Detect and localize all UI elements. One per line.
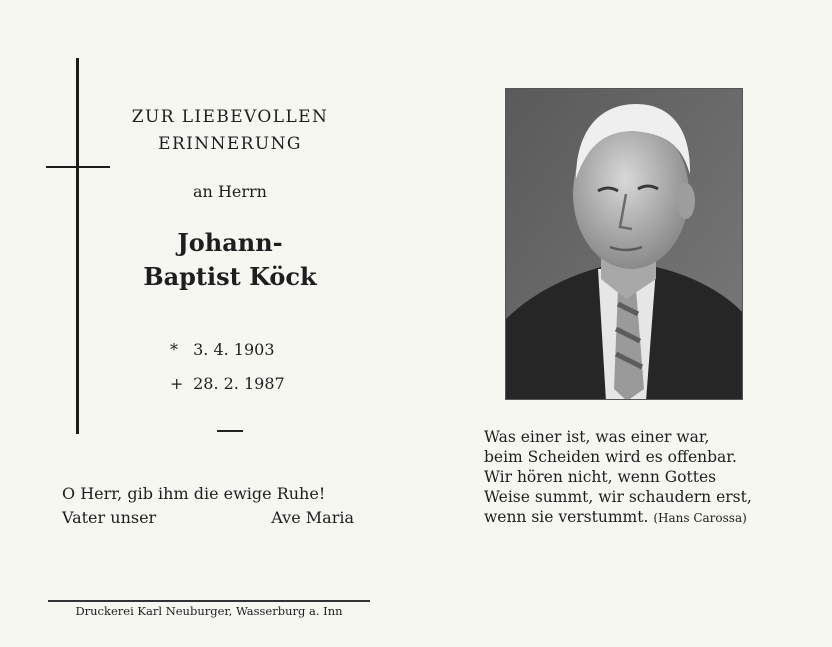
poem-author: (Hans Carossa)	[653, 511, 747, 525]
prayer-block	[62, 482, 354, 530]
poem-line-4: Weise summt, wir schaudern erst,	[484, 488, 752, 506]
poem-line-3: Wir hören nicht, wenn Gottes	[484, 468, 717, 486]
an-herrn-text: an Herrn	[193, 182, 267, 201]
poem-line-1: Was einer ist, was einer war,	[484, 428, 710, 446]
vater-unser: Vater unser	[62, 508, 157, 527]
name-line-2: Baptist Köck	[143, 262, 317, 291]
death-symbol: +	[170, 374, 184, 393]
death-date-row	[170, 367, 285, 401]
poem-line-2: beim Scheiden wird es offenbar.	[484, 448, 737, 466]
printer-credit: Druckerei Karl Neuburger, Wasserburg a. Inn	[75, 604, 343, 618]
birth-symbol: *	[170, 340, 178, 359]
portrait-illustration	[506, 89, 743, 400]
name-line-1: Johann-	[177, 228, 283, 257]
deceased-name	[110, 226, 350, 294]
ave-maria: Ave Maria	[271, 508, 354, 527]
printer-divider	[48, 600, 370, 602]
birth-date-row	[170, 333, 285, 367]
heading-line-2: ERINNERUNG	[158, 134, 302, 154]
divider-dash	[217, 430, 243, 432]
poem-line-5-text: wenn sie verstummt.	[484, 508, 649, 526]
memorial-heading	[110, 104, 350, 158]
poem	[484, 427, 784, 528]
birth-date: 3. 4. 1903	[193, 340, 275, 359]
heading-line-1: ZUR LIEBEVOLLEN	[131, 107, 329, 127]
cross-icon	[76, 58, 79, 434]
death-date: 28. 2. 1987	[193, 374, 285, 393]
prayer-line: O Herr, gib ihm die ewige Ruhe!	[62, 484, 326, 503]
life-dates	[170, 333, 285, 401]
prayer-row	[62, 506, 354, 530]
poem-line-5	[484, 507, 784, 528]
portrait-photo	[505, 88, 743, 400]
cross-icon-bar	[46, 166, 110, 168]
